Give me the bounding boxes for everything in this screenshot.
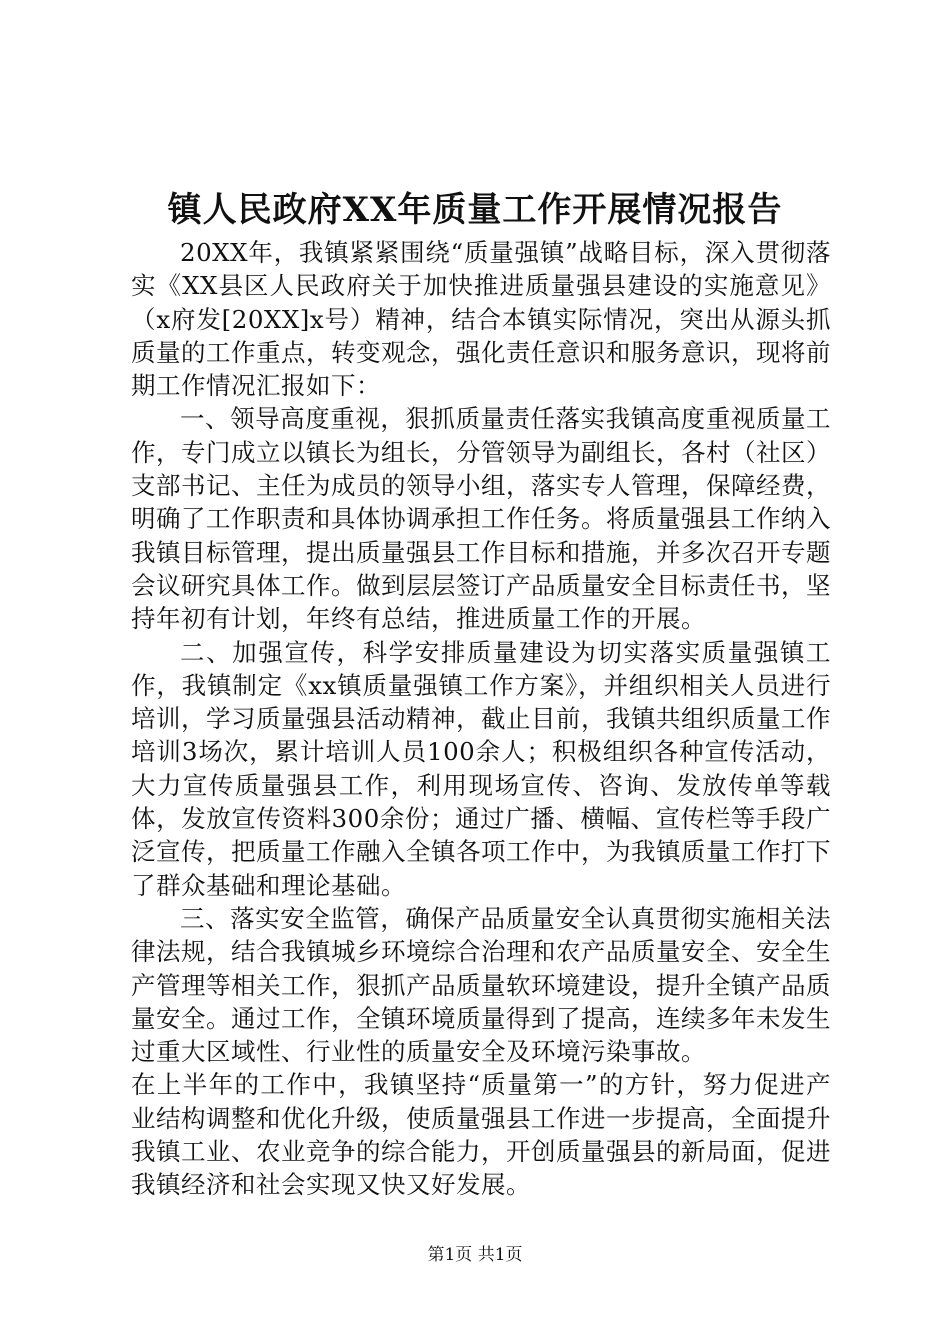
page-footer: 第1页 共1页 [427,1245,523,1265]
document-title: 镇人民政府XX年质量工作开展情况报告 [167,190,783,230]
document-body [131,236,831,1202]
section-two-paragraph: 二、加强宣传，科学安排质量建设为切实落实质量强镇工作，我镇制定《xx镇质量强镇工作方案》，并组织相关人员进行培训，学习质量强县活动精神，截止目前，我镇共组织质量工作培训3场次，累计培训人员100余人；积极组织各种宣传活动，大力宣传质量强县工作，利用现场宣传、咨询、发放传单等载体，发放宣传资料300余份；通过广播、横幅、宣传栏等手段广泛宣传，把质量工作融入全镇各项工作中，为我镇质量工作打下了群众基础和理论基础。 [131,637,831,900]
section-one-paragraph: 一、领导高度重视，狠抓质量责任落实我镇高度重视质量工作，专门成立以镇长为组长，分管领导为副组长，各村（社区）支部书记、主任为成员的领导小组，落实专人管理，保障经费，明确了工作职责和具体协调承担工作任务。将质量强县工作纳入我镇目标管理，提出质量强县工作目标和措施，并多次召开专题会议研究具体工作。做到层层签订产品质量安全目标责任书，坚持年初有计划，年终有总结，推进质量工作的开展。 [131,404,831,634]
intro-paragraph: 20XX年，我镇紧紧围绕“质量强镇”战略目标，深入贯彻落实《XX县区人民政府关于加快推进质量强县建设的实施意见》（x府发[20XX]x号）精神，结合本镇实际情况，突出从源头抓质量的工作重点，转变观念，强化责任意识和服务意识，现将前期工作情况汇报如下： [131,238,831,401]
section-three-paragraph: 三、落实安全监管，确保产品质量安全认真贯彻实施相关法律法规，结合我镇城乡环境综合治理和农产品质量安全、安全生产管理等相关工作，狠抓产品质量软环境建设，提升全镇产品质量安全。通过工作，全镇环境质量得到了提高，连续多年未发生过重大区域性、行业性的质量安全及环境污染事故。 [131,903,831,1067]
closing-paragraph: 在上半年的工作中，我镇坚持“质量第一”的方针，努力促进产业结构调整和优化升级，使质量强县工作进一步提高，全面提升我镇工业、农业竞争的综合能力，开创质量强县的新局面，促进我镇经济和社会实现又快又好发展。 [131,1070,831,1200]
